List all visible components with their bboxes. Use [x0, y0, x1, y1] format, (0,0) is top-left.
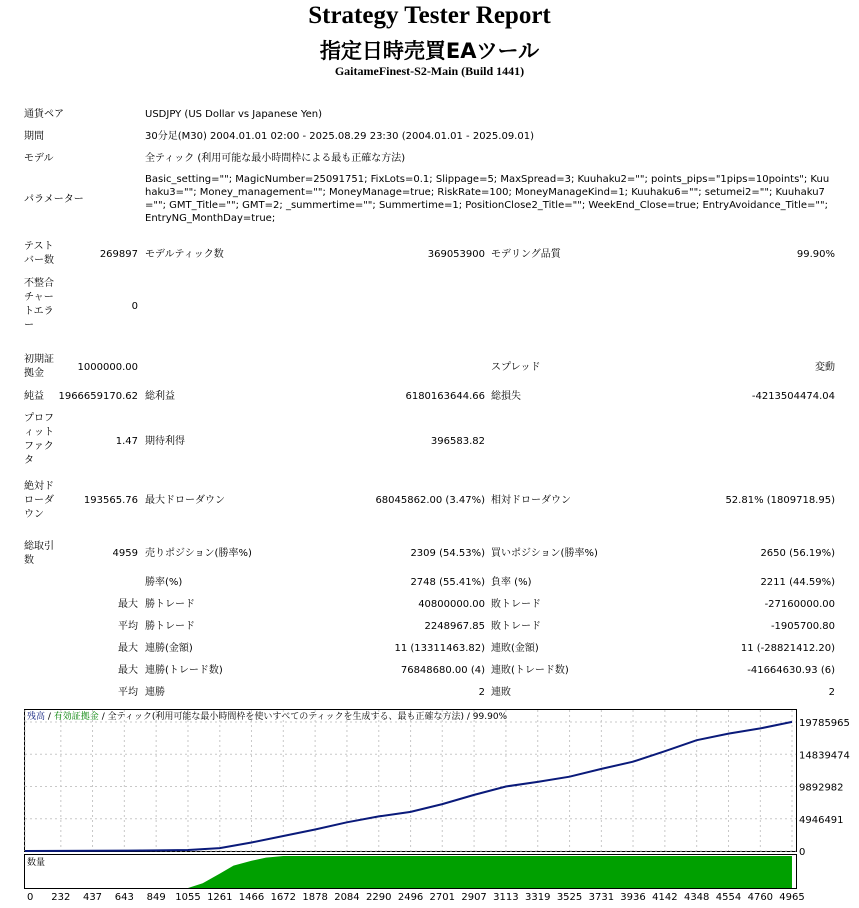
gross-profit-label: 総利益	[145, 391, 175, 402]
mismatch-value: 0	[131, 301, 138, 312]
x-tick-label: 1672	[270, 892, 297, 903]
x-tick-label: 3731	[588, 892, 615, 903]
net-value: 1966659170.62	[58, 391, 138, 402]
cons-win-amt-label: 連勝(金額)	[145, 643, 193, 654]
spread-value: 変動	[815, 362, 835, 373]
trades-value: 4959	[112, 548, 138, 559]
cons-loss-trd-label: 連敗(トレード数)	[491, 665, 569, 676]
avg-prefix-2: 平均	[118, 687, 138, 698]
pair-label: 通貨ペア	[24, 109, 64, 120]
x-tick-label: 0	[27, 892, 34, 903]
pair-value: USDJPY (US Dollar vs Japanese Yen)	[145, 109, 323, 120]
mismatch-label: 不整合 チャー トエラ ー	[24, 278, 54, 331]
period-label: 期間	[24, 131, 44, 142]
x-tick-label: 4142	[652, 892, 678, 903]
y-tick-label: 19785965	[799, 718, 850, 729]
ticks-label: モデルティック数	[145, 249, 224, 260]
cons-loss-trd-value: -41664630.93 (6)	[747, 665, 835, 676]
x-tick-label: 3319	[524, 892, 551, 903]
max-win-value: 40800000.00	[418, 599, 485, 610]
gross-loss-value: -4213504474.04	[751, 391, 835, 402]
legend-equity: 有効証拠金	[53, 712, 99, 722]
avg-cons-win-value: 2	[478, 687, 485, 698]
avg-win-label: 勝トレード	[145, 621, 195, 632]
win-label: 勝率(%)	[145, 577, 183, 588]
deposit-value: 1000000.00	[77, 362, 138, 373]
expected-label: 期待利得	[145, 436, 185, 447]
x-tick-label: 1878	[302, 892, 328, 903]
long-label: 買いポジション(勝率%)	[491, 548, 598, 559]
gross-loss-label: 総損失	[491, 391, 521, 402]
legend-sep: /	[47, 712, 54, 722]
deposit-label: 初期証 拠金	[24, 354, 54, 379]
x-tick-label: 437	[82, 892, 103, 903]
x-tick-label: 3936	[620, 892, 646, 903]
cons-win-amt-value: 11 (13311463.82)	[394, 643, 485, 654]
abs-dd-label: 絶対ド ローダ ウン	[24, 481, 54, 520]
legend-model: 全ティック(利用可能な最小時間枠を使いすべてのティックを生成する、最も正確な方法)	[107, 712, 464, 722]
pf-label: プロフ ィット ファク タ	[24, 413, 54, 466]
win-value: 2748 (55.41%)	[410, 577, 485, 588]
avg-cons-loss-value: 2	[828, 687, 835, 698]
rel-dd-value: 52.81% (1809718.95)	[725, 495, 835, 506]
y-tick-label: 9892982	[799, 782, 844, 794]
legend-sep: /	[101, 712, 108, 722]
params-value: Basic_setting=""; MagicNumber=25091751; FixLots=0.1; Slippage=5; MaxSpread=3; Kuuhaku2=""; points_pips="1pips=10points"; Kuuhaku3=""; Money_management=""; MoneyManage=true; RiskRate=100; MoneyManageKind=1; Kuuhaku6=""; setumei2=""; Kuuhaku7=""; GMT_Title=""; GMT=2; _summertime=""; Summertime=1; PositionClose2_Title=""; WeekEnd_Close=true; EntryAvoidance_Title=""; EntryNG_MonthDay=true;	[145, 174, 830, 224]
cons-loss-amt-value: 11 (-28821412.20)	[740, 643, 835, 654]
max-prefix: 最大	[118, 599, 138, 610]
loss-value: 2211 (44.59%)	[760, 577, 835, 588]
x-tick-label: 232	[51, 892, 71, 903]
server-build: GaitameFinest-S2-Main (Build 1441)	[334, 64, 525, 78]
avg-loss-value: -1905700.80	[770, 621, 835, 632]
cons-win-trd-value: 76848680.00 (4)	[400, 665, 485, 676]
long-value: 2650 (56.19%)	[760, 548, 835, 559]
avg-cons-loss-label: 連敗	[491, 687, 511, 698]
quality-label: モデリング品質	[491, 249, 561, 260]
x-tick-label: 3113	[493, 892, 519, 903]
x-tick-label: 1055	[175, 892, 201, 903]
legend-balance: 残高	[27, 712, 46, 722]
max-dd-label: 最大ドローダウン	[145, 495, 225, 506]
report-title: Strategy Tester Report	[308, 2, 551, 29]
period-value: 30分足(M30) 2004.01.01 02:00 - 2025.08.29 23:30 (2004.01.01 - 2025.09.01)	[145, 131, 534, 142]
max-loss-value: -27160000.00	[764, 599, 835, 610]
ea-name: 指定日時売買EAツール	[319, 39, 540, 63]
gross-profit-value: 6180163644.66	[405, 391, 485, 402]
rel-dd-label: 相対ドローダウン	[491, 495, 571, 506]
pf-value: 1.47	[115, 436, 138, 447]
x-tick-label: 849	[146, 892, 166, 903]
avg-cons-win-label: 連勝	[145, 687, 165, 698]
params-label: パラメーター	[24, 194, 84, 205]
bars-value: 269897	[99, 249, 138, 260]
loss-label: 負率 (%)	[491, 577, 532, 588]
max-prefix-2: 最大	[118, 643, 138, 654]
avg-prefix: 平均	[118, 621, 138, 632]
x-tick-label: 4348	[683, 892, 710, 903]
quality-value: 99.90%	[796, 249, 835, 260]
cons-win-trd-label: 連勝(トレード数)	[145, 665, 223, 676]
cons-loss-amt-label: 連敗(金額)	[491, 643, 539, 654]
volume-label: 数量	[27, 858, 46, 868]
x-tick-label: 1261	[207, 892, 233, 903]
model-label: モデル	[24, 153, 54, 164]
expected-value: 396583.82	[430, 436, 485, 447]
chart-legend	[27, 711, 507, 723]
x-tick-label: 1466	[238, 892, 265, 903]
y-tick-label: 14839474	[799, 750, 850, 762]
legend-sep: /	[466, 712, 473, 722]
legend-quality: 99.90%	[472, 712, 508, 722]
short-label: 売りポジション(勝率%)	[145, 548, 252, 559]
x-tick-label: 2907	[461, 892, 487, 903]
model-value: 全ティック (利用可能な最小時間枠による最も正確な方法)	[145, 153, 406, 164]
x-tick-label: 4965	[779, 892, 805, 903]
y-tick-label: 0	[799, 847, 806, 858]
x-tick-label: 2290	[366, 892, 392, 903]
x-tick-label: 3525	[556, 892, 583, 903]
x-tick-label: 2701	[429, 892, 455, 903]
spread-label: スプレッド	[491, 362, 541, 373]
x-tick-label: 2084	[334, 892, 360, 903]
max-dd-value: 68045862.00 (3.47%)	[375, 495, 485, 506]
net-label: 純益	[24, 391, 44, 402]
avg-win-value: 2248967.85	[424, 621, 485, 632]
avg-loss-label: 敗トレード	[491, 621, 541, 632]
max-prefix-3: 最大	[118, 665, 138, 676]
max-loss-label: 敗トレード	[491, 599, 541, 610]
bars-label: テスト バー数	[24, 241, 54, 266]
abs-dd-value: 193565.76	[83, 495, 138, 506]
short-value: 2309 (54.53%)	[410, 548, 485, 559]
ticks-value: 369053900	[427, 249, 485, 260]
x-tick-label: 643	[114, 892, 134, 903]
x-tick-label: 2496	[397, 892, 424, 903]
x-tick-label: 4554	[715, 892, 742, 903]
max-win-label: 勝トレード	[145, 599, 195, 610]
y-tick-label: 4946491	[799, 814, 844, 826]
trades-label: 総取引 数	[24, 541, 54, 566]
x-tick-label: 4760	[747, 892, 774, 903]
